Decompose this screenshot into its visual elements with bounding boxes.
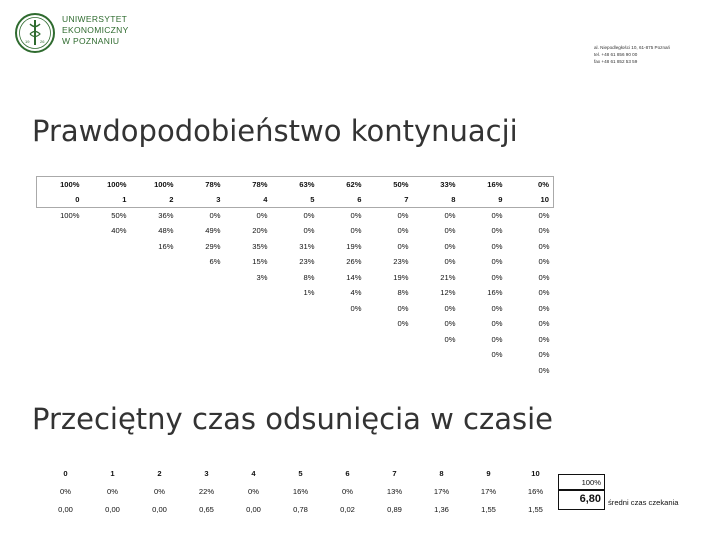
table-cell (131, 363, 178, 379)
table-cell: 0% (350, 226, 362, 236)
table-cell: 48% (158, 226, 174, 236)
table-cell: 1,55 (481, 504, 496, 514)
table-cell: 62% (319, 177, 366, 193)
table-row (37, 347, 554, 363)
table-cell: 0% (491, 257, 503, 267)
table-cell: 5 (298, 468, 303, 478)
table-cell: 0,00 (152, 504, 167, 514)
table-cell: 3% (256, 272, 268, 282)
section1-title: Prawdopodobieństwo kontynuacji (32, 114, 518, 148)
table-cell: 6 (319, 192, 366, 208)
table-cell: 0% (507, 177, 554, 193)
table-cell: 0% (444, 303, 456, 313)
table-cell: 0% (154, 486, 165, 496)
table-row (37, 285, 554, 301)
table-cell (413, 347, 460, 363)
table-cell (37, 332, 84, 348)
table-cell: 4 (251, 468, 256, 478)
table-cell: 1 (110, 468, 115, 478)
table-cell: 0% (538, 319, 550, 329)
table-cell (319, 347, 366, 363)
table-row (37, 208, 554, 224)
table-cell (37, 347, 84, 363)
table-cell (366, 332, 413, 348)
table-cell: 12% (440, 288, 456, 298)
table-cell (37, 223, 84, 239)
table-cell: 8 (413, 192, 460, 208)
svg-text:26: 26 (40, 39, 45, 44)
table-cell (178, 316, 225, 332)
table-cell (84, 316, 131, 332)
period-row (42, 464, 559, 482)
table-cell: 0% (538, 211, 550, 220)
table-cell: 0,00 (105, 504, 120, 514)
table-cell: 0% (342, 486, 353, 496)
table-cell: 0% (397, 319, 409, 329)
table-cell (37, 363, 84, 379)
table-cell: 6% (209, 257, 221, 267)
table-cell: 0% (491, 350, 503, 360)
table-cell (225, 332, 272, 348)
table-cell (272, 363, 319, 379)
table-cell: 10 (507, 192, 554, 208)
table-cell: 4 (225, 192, 272, 208)
table-cell: 0% (491, 272, 503, 282)
table-cell (37, 301, 84, 317)
table-cell (272, 332, 319, 348)
table-row (37, 332, 554, 348)
table-cell: 16% (158, 241, 174, 251)
table-cell (319, 363, 366, 379)
table-cell (272, 347, 319, 363)
table-cell: 0% (491, 334, 503, 344)
table-row (37, 192, 554, 208)
table-cell: 0% (538, 272, 550, 282)
table-cell (131, 301, 178, 317)
table-cell: 0% (538, 241, 550, 251)
table-cell: 0% (538, 303, 550, 313)
table-cell: 0% (491, 303, 503, 313)
total-share-cell: 100% (558, 474, 605, 490)
university-name-line: EKONOMICZNY (62, 25, 129, 35)
table-cell: 0% (397, 303, 409, 313)
table-cell (84, 363, 131, 379)
table-cell: 0,00 (58, 504, 73, 514)
svg-text:19: 19 (25, 39, 30, 44)
table-cell: 0,00 (246, 504, 261, 514)
table-cell (272, 316, 319, 332)
table-cell: 0% (538, 334, 550, 344)
table-cell: 20% (252, 226, 268, 236)
table-cell: 0,65 (199, 504, 214, 514)
table-cell (131, 347, 178, 363)
table-cell: 0% (256, 211, 268, 220)
share-row (42, 482, 559, 500)
table-row (37, 316, 554, 332)
table-cell: 19% (393, 272, 409, 282)
summary-boxes (558, 474, 605, 510)
table-cell: 16% (460, 177, 507, 193)
table-cell: 0,78 (293, 504, 308, 514)
table-cell: 1% (303, 288, 315, 298)
table-cell (178, 301, 225, 317)
table-cell: 0% (538, 350, 550, 360)
table-cell: 78% (178, 177, 225, 193)
table-cell (131, 285, 178, 301)
university-name-line: W POZNANIU (62, 36, 120, 46)
table-cell: 0% (397, 241, 409, 251)
table-row (37, 254, 554, 270)
table-cell (37, 254, 84, 270)
table-row (37, 301, 554, 317)
table-cell: 17% (480, 486, 497, 496)
table-cell (178, 270, 225, 286)
table-cell: 0% (350, 303, 362, 313)
table-cell: 26% (346, 257, 362, 267)
table-cell: 16% (487, 288, 503, 298)
table-row (37, 223, 554, 239)
table-cell (178, 332, 225, 348)
table-cell: 19% (346, 241, 362, 251)
average-time-cell: 6,80 (558, 490, 605, 510)
table-cell: 100% (37, 177, 84, 193)
table-cell: 9 (486, 468, 491, 478)
table-cell: 0% (209, 211, 221, 220)
table-cell: 0% (397, 226, 409, 236)
table-cell (37, 285, 84, 301)
table-cell: 8% (303, 272, 315, 282)
table-cell: 36% (158, 211, 174, 220)
table-cell (131, 316, 178, 332)
table-cell: 63% (272, 177, 319, 193)
table-cell: 23% (299, 257, 315, 267)
table-cell: 0% (397, 211, 409, 220)
table-cell: 22% (198, 486, 215, 496)
table-cell: 40% (111, 226, 127, 236)
table-cell: 17% (433, 486, 450, 496)
table-cell: 0% (444, 226, 456, 236)
table-cell (84, 254, 131, 270)
table-cell (272, 301, 319, 317)
table-cell: 0 (37, 192, 84, 208)
table-cell: 0,89 (387, 504, 402, 514)
table-cell (225, 363, 272, 379)
table-cell: 23% (393, 257, 409, 267)
table-cell (84, 347, 131, 363)
table-cell (37, 239, 84, 255)
table-cell (84, 270, 131, 286)
table-cell: 1 (84, 192, 131, 208)
average-delay-table (42, 464, 559, 518)
table-cell (131, 270, 178, 286)
table-cell (225, 316, 272, 332)
table-cell (131, 254, 178, 270)
table-cell (319, 316, 366, 332)
fax-line: fax +48 61 852 53 59 (594, 59, 638, 64)
average-time-label: średni czas czekania (608, 498, 679, 507)
address-block (594, 44, 670, 65)
table-cell (178, 285, 225, 301)
table-cell: 13% (386, 486, 403, 496)
table-cell: 100% (84, 177, 131, 193)
table-cell: 29% (205, 241, 221, 251)
table-cell: 35% (252, 241, 268, 251)
table-cell: 50% (366, 177, 413, 193)
table-cell: 8 (439, 468, 444, 478)
table-cell: 49% (205, 226, 221, 236)
table-cell: 0 (63, 468, 68, 478)
table-cell: 0% (491, 319, 503, 329)
table-cell: 3 (178, 192, 225, 208)
table-cell: 0% (444, 241, 456, 251)
table-cell: 0% (303, 211, 315, 220)
table-cell: 7 (392, 468, 397, 478)
table-cell: 2 (131, 192, 178, 208)
table-cell: 0% (491, 241, 503, 251)
table-cell (225, 301, 272, 317)
table-cell: 0% (303, 226, 315, 236)
table-cell (84, 332, 131, 348)
phone-line: tel. +48 61 856 90 00 (594, 52, 638, 57)
table-cell: 0% (248, 486, 259, 496)
table-cell: 0% (350, 211, 362, 220)
table-cell: 1,36 (434, 504, 449, 514)
table-cell: 2 (157, 468, 162, 478)
table-cell: 14% (346, 272, 362, 282)
table-cell: 33% (413, 177, 460, 193)
university-name (62, 14, 129, 47)
table-cell (37, 316, 84, 332)
table-cell (225, 347, 272, 363)
university-name-line: UNIWERSYTET (62, 14, 128, 24)
table-cell: 21% (440, 272, 456, 282)
university-logo (14, 12, 56, 54)
table-cell: 9 (460, 192, 507, 208)
table-cell (225, 285, 272, 301)
table-cell: 0% (538, 288, 550, 298)
table-cell: 0% (444, 257, 456, 267)
table-cell: 0% (538, 257, 550, 267)
table-row (37, 270, 554, 286)
table-cell: 0% (60, 486, 71, 496)
table-cell: 16% (292, 486, 309, 496)
table-cell: 10 (531, 468, 540, 478)
table-cell (84, 301, 131, 317)
table-cell: 8% (397, 288, 409, 298)
table-cell: 78% (225, 177, 272, 193)
table-cell (366, 363, 413, 379)
value-row (42, 500, 559, 518)
table-cell (319, 332, 366, 348)
table-cell: 0,02 (340, 504, 355, 514)
table-cell (460, 363, 507, 379)
table-cell: 0% (538, 365, 550, 375)
table-cell: 0% (444, 319, 456, 329)
table-cell (37, 270, 84, 286)
table-cell (178, 363, 225, 379)
table-cell: 6 (345, 468, 350, 478)
table-cell (366, 347, 413, 363)
table-cell: 16% (527, 486, 544, 496)
table-cell (84, 239, 131, 255)
table-cell: 3 (204, 468, 209, 478)
table-cell: 100% (60, 211, 80, 220)
table-cell (84, 285, 131, 301)
table-cell: 4% (350, 288, 362, 298)
table-cell (178, 347, 225, 363)
table-row (37, 363, 554, 379)
table-cell (413, 363, 460, 379)
table-cell: 15% (252, 257, 268, 267)
table-cell: 5 (272, 192, 319, 208)
table-row (37, 239, 554, 255)
table-cell: 0% (538, 226, 550, 236)
table-cell: 0% (444, 211, 456, 220)
address-line: al. Niepodległości 10, 61-875 Poznań (594, 45, 671, 50)
section2-title: Przeciętny czas odsunięcia w czasie (32, 402, 553, 436)
table-cell (131, 332, 178, 348)
table-cell: 0% (491, 226, 503, 236)
table-cell: 31% (299, 241, 315, 251)
table-cell: 7 (366, 192, 413, 208)
table-cell: 0% (444, 334, 456, 344)
table-cell: 100% (131, 177, 178, 193)
table-cell: 0% (491, 211, 503, 220)
continuation-probability-table (36, 176, 554, 378)
table-cell: 50% (111, 211, 127, 220)
table-cell: 1,55 (528, 504, 543, 514)
table-row (37, 177, 554, 193)
table-cell: 0% (107, 486, 118, 496)
